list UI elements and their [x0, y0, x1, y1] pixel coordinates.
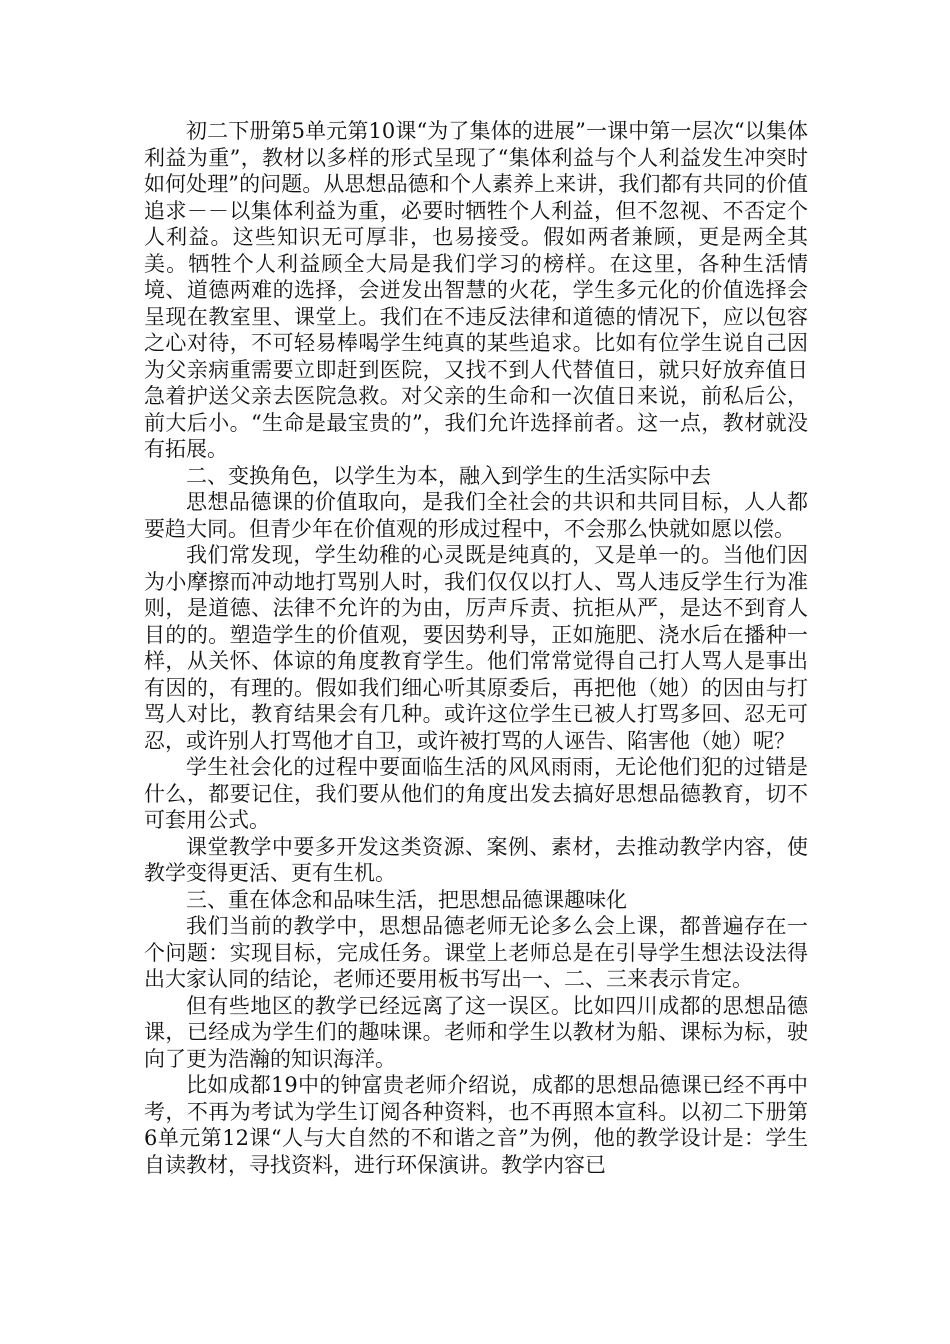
paragraph-collective-interest: 初二下册第5单元第10课“为了集体的进展”一课中第一层次“以集体利益为重”，教材以多样的形式呈现了“集体利益与个人利益发生冲突时如何处理”的问题。从思想品德和个人素养上来讲，我们都有共同的价值追求－－以集体利益为重，必要时牺牲个人利益，但不忽视、不否定个人利益。这些知识无可厚非，也易接受。假如两者兼顾，更是两全其美。牺牲个人利益顾全大局是我们学习的榜样。在这里，各种生活情境、道德两难的选择，会迸发出智慧的火花，学生多元化的价值选择会呈现在教室里、课堂上。我们在不违反法律和道德的情况下，应以包容之心对待，不可轻易棒喝学生纯真的某些追求。比如有位学生说自己因为父亲病重需要立即赶到医院，又找不到人代替值日，就只好放弃值日急着护送父亲去医院急救。对父亲的生命和一次值日来说，前私后公，前大后小。“生命是最宝贵的”，我们允许选择前者。这一点，教材就没有拓展。 — [144, 119, 808, 461]
document-body — [144, 118, 808, 1178]
paragraph-socialization: 学生社会化的过程中要面临生活的风风雨雨，无论他们犯的过错是什么，都要记住，我们要从他们的角度出发去搞好思想品德教育，切不可套用公式。 — [144, 755, 808, 832]
paragraph-student-conflict: 我们常发现，学生幼稚的心灵既是纯真的，又是单一的。当他们因为小摩擦而冲动地打骂别人时，我们仅仅以打人、骂人违反学生行为准则，是道德、法律不允许的为由，厉声斥责、抗拒从严，是达不到育人目的的。塑造学生的价值观，要因势利导，正如施肥、浇水后在播种一样，从关怀、体谅的角度教育学生。他们常常觉得自己打人骂人是事出有因的，有理的。假如我们细心听其原委后，再把他（她）的因由与打骂人对比，教育结果会有几种。或许这位学生已被人打骂多回、忍无可忍，或许别人打骂他才自卫，或许被打骂的人诬告、陷害他（她）呢？ — [144, 543, 808, 753]
paragraph-current-teaching: 我们当前的教学中，思想品德老师无论多么会上课，都普遍存在一个问题：实现目标，完成任务。课堂上老师总是在引导学生想法设法得出大家认同的结论，老师还要用板书写出一、二、三来表示肯定。 — [144, 914, 808, 991]
paragraph-teacher-case: 比如成都19中的钟富贵老师介绍说，成都的思想品德课已经不再中考，不再为考试为学生订阅各种资料，也不再照本宣科。以初二下册第6单元第12课“人与大自然的不和谐之音”为例，他的教学设计是：学生自读教材，寻找资料，进行环保演讲。教学内容已 — [144, 1073, 808, 1177]
paragraph-value-orientation: 思想品德课的价值取向，是我们全社会的共识和共同目标，人人都要趋大同。但青少年在价值观的形成过程中，不会那么快就如愿以偿。 — [144, 490, 808, 541]
section-heading-two: 二、变换角色，以学生为本，融入到学生的生活实际中去 — [186, 463, 711, 488]
section-heading-three: 三、重在体念和品味生活，把思想品德课趣味化 — [186, 887, 627, 912]
paragraph-classroom-resources: 课堂教学中要多开发这类资源、案例、素材，去推动教学内容，使教学变得更活、更有生机。 — [144, 834, 808, 885]
paragraph-chengdu-example: 但有些地区的教学已经远离了这一误区。比如四川成都的思想品德课，已经成为学生们的趣味课。老师和学生以教材为船、课标为标，驶向了更为浩瀚的知识海洋。 — [144, 993, 808, 1071]
